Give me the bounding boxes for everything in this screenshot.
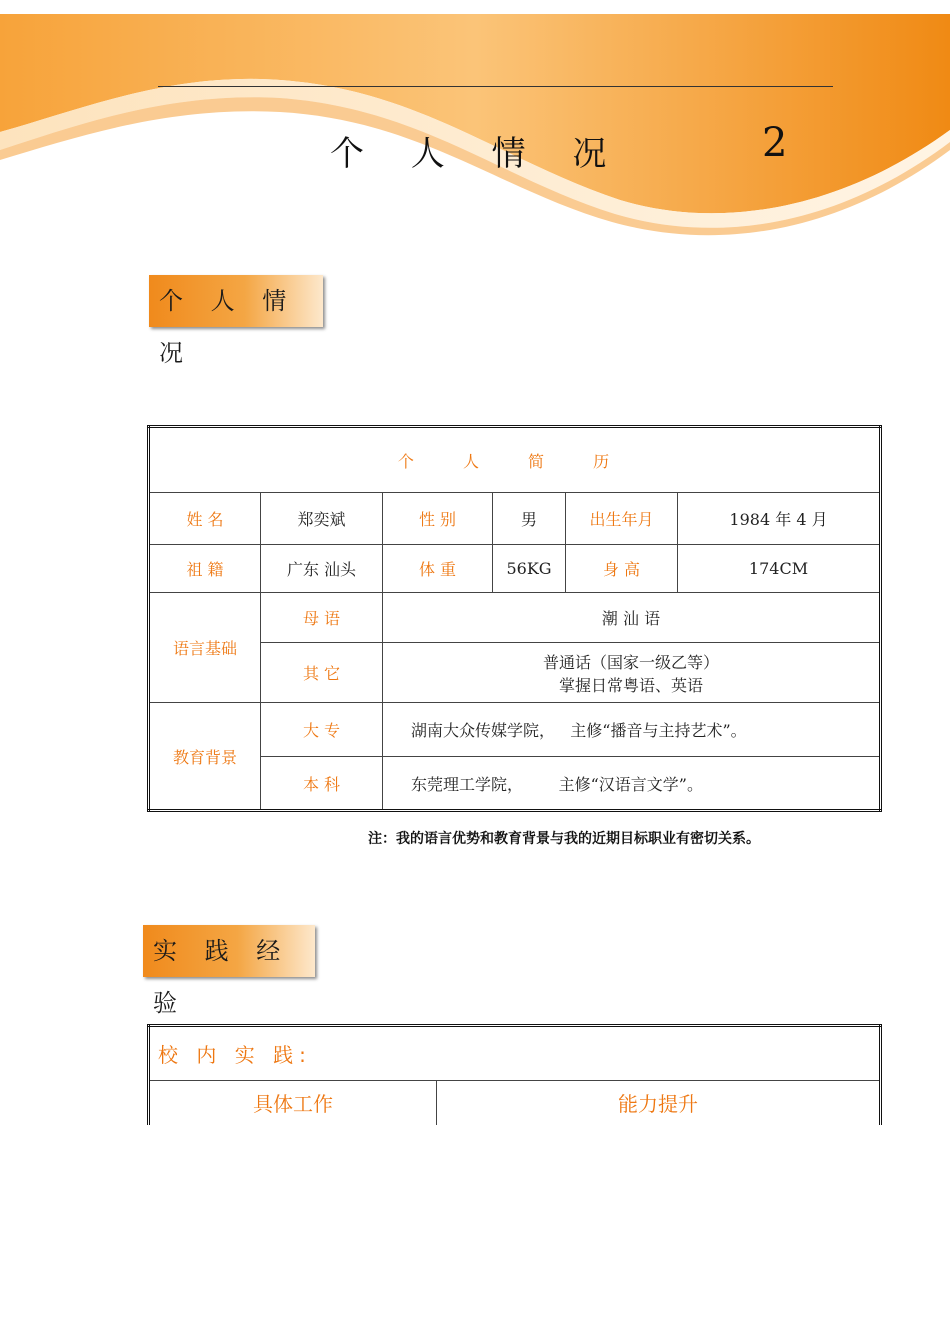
section-tag-practice: 实 践 经 验 <box>143 925 315 977</box>
college-value: 湖南大众传媒学院， 主修“播音与主持艺术”。 <box>383 703 881 757</box>
other-language-line-1: 普通话（国家一级乙等） <box>543 652 720 672</box>
height-value: 174CM <box>678 545 881 593</box>
header-rule <box>158 86 833 87</box>
gender-value: 男 <box>493 493 566 545</box>
gender-label: 性 别 <box>383 493 493 545</box>
resume-title: 个 人 简 历 <box>149 427 881 493</box>
practice-heading: 校 内 实 践: <box>149 1026 881 1081</box>
origin-label: 祖 籍 <box>149 545 261 593</box>
resume-table <box>147 425 882 812</box>
other-language-label: 其 它 <box>261 643 383 703</box>
college-label: 大 专 <box>261 703 383 757</box>
practice-col-ability: 能力提升 <box>437 1081 881 1125</box>
other-language-value <box>383 643 881 703</box>
other-language-line-2: 掌握日常粤语、英语 <box>559 675 704 695</box>
mother-tongue-label: 母 语 <box>261 593 383 643</box>
page-number: 2 <box>762 120 788 166</box>
origin-value: 广东 汕头 <box>261 545 383 593</box>
height-label: 身 高 <box>566 545 678 593</box>
bachelor-value: 东莞理工学院， 主修“汉语言文学”。 <box>383 757 881 811</box>
section-tag-personal: 个 人 情 况 <box>149 275 323 327</box>
bachelor-label: 本 科 <box>261 757 383 811</box>
page-title: 个 人 情 况 <box>330 134 625 174</box>
note-text: 注：我的语言优势和教育背景与我的近期目标职业有密切关系。 <box>368 831 760 847</box>
mother-tongue-value: 潮 汕 语 <box>383 593 881 643</box>
name-label: 姓 名 <box>149 493 261 545</box>
name-value: 郑奕斌 <box>261 493 383 545</box>
education-label: 教育背景 <box>149 703 261 811</box>
practice-col-work: 具体工作 <box>149 1081 437 1125</box>
weight-value: 56KG <box>493 545 566 593</box>
birth-value: 1984 年 4 月 <box>678 493 881 545</box>
weight-label: 体 重 <box>383 545 493 593</box>
header-banner <box>0 0 950 240</box>
birth-label: 出生年月 <box>566 493 678 545</box>
language-label: 语言基础 <box>149 593 261 703</box>
practice-table <box>147 1024 882 1125</box>
